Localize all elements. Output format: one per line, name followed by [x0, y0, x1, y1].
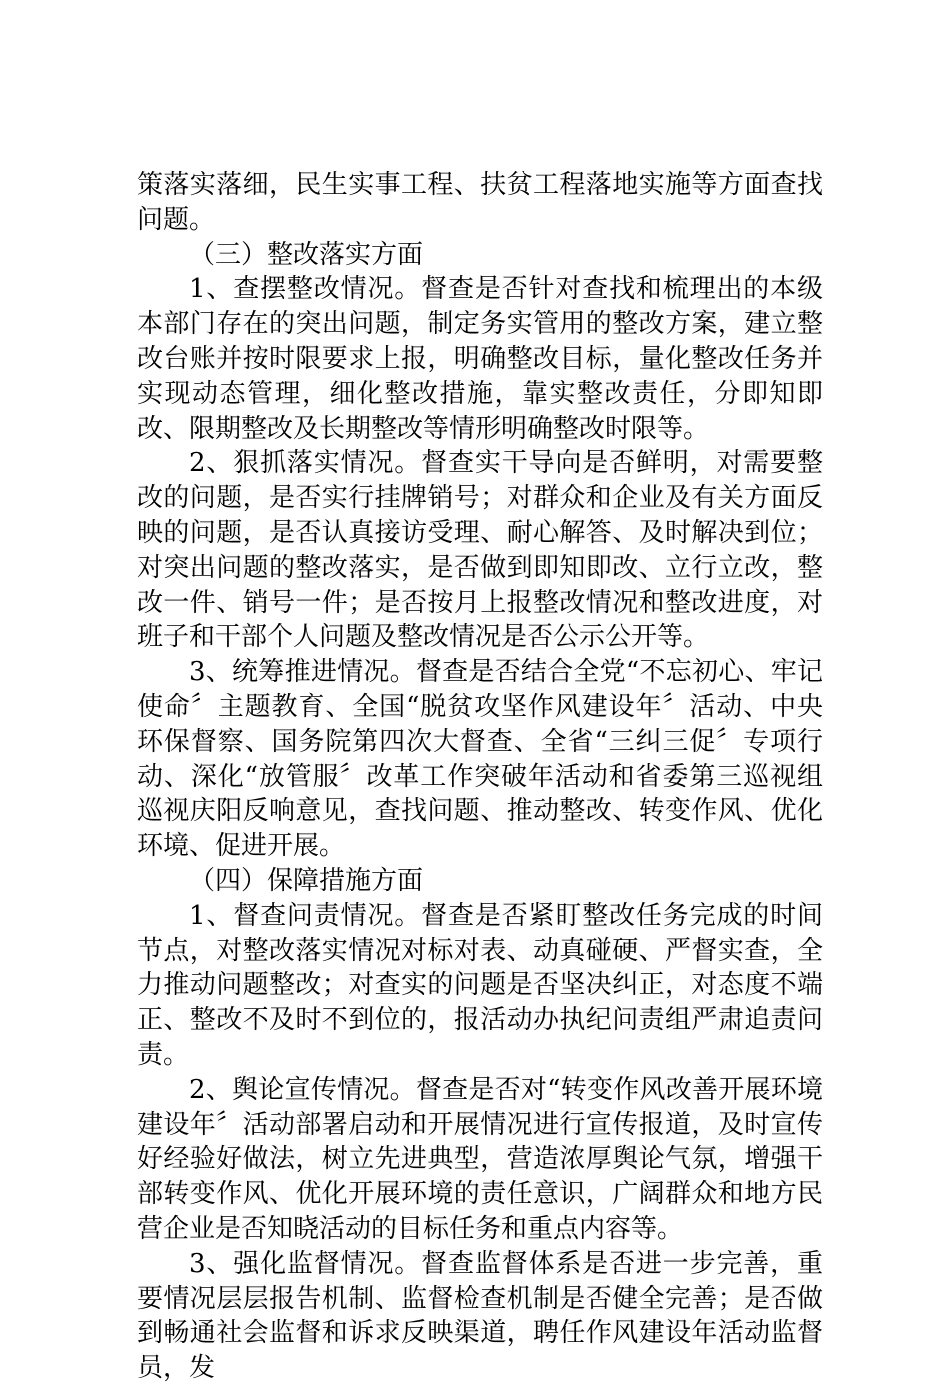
paragraph-coordination: 3、统筹推进情况。督查是否结合全党“不忘初心、牢记使命〞主题教育、全国“脱贫攻坚作风建设年〞活动、中央环保督察、国务院第四次大督查、全省“三纠三促〞专项行动、深化“放管服〞改革工作突破年活动和省委第三巡视组巡视庆阳反响意见，查找问题、推动整改、转变作风、优化环境、促进开展。 — [137, 657, 823, 862]
paragraph-rectification-check: 1、查摆整改情况。督查是否针对查找和梳理出的本级本部门存在的突出问题，制定务实管用的整改方案，建立整改台账并按时限要求上报，明确整改目标，量化整改任务并实现动态管理，细化整改措施，靠实整改责任，分即知即改、限期整改及长期整改等情形明确整改时限等。 — [137, 274, 823, 444]
document-page — [137, 168, 823, 1386]
section-heading-4: （四）保障措施方面 — [189, 865, 424, 896]
paragraph-supervision: 3、强化监督情况。督查监督体系是否进一步完善，重要情况层层报告机制、监督检查机制是否健全完善；是否做到畅通社会监督和诉求反映渠道，聘任作风建设年活动监督员，发 — [137, 1248, 823, 1384]
section-heading-3: （三）整改落实方面 — [189, 239, 424, 270]
paragraph-accountability: 1、督查问责情况。督查是否紧盯整改任务完成的时间节点，对整改落实情况对标对表、动真碰硬、严督实查，全力推动问题整改；对查实的问题是否坚决纠正，对态度不端正、整改不及时不到位的，报活动办执纪问责组严肃追责问责。 — [137, 900, 823, 1070]
paragraph-publicity: 2、舆论宣传情况。督查是否对“转变作风改善开展环境建设年〞活动部署启动和开展情况进行宣传报道，及时宣传好经验好做法，树立先进典型，营造浓厚舆论气氛，增强干部转变作风、优化开展环境的责任意识，广阔群众和地方民营企业是否知晓活动的目标任务和重点内容等。 — [137, 1074, 823, 1244]
paragraph-implementation: 2、狠抓落实情况。督查实干导向是否鲜明，对需要整改的问题，是否实行挂牌销号；对群众和企业及有关方面反映的问题，是否认真接访受理、耐心解答、及时解决到位；对突出问题的整改落实，是否做到即知即改、立行立改，整改一件、销号一件；是否按月上报整改情况和整改进度，对班子和干部个人问题及整改情况是否公示公开等。 — [137, 448, 823, 653]
paragraph-continuation: 策落实落细，民生实事工程、扶贫工程落地实施等方面查找问题。 — [137, 170, 823, 235]
